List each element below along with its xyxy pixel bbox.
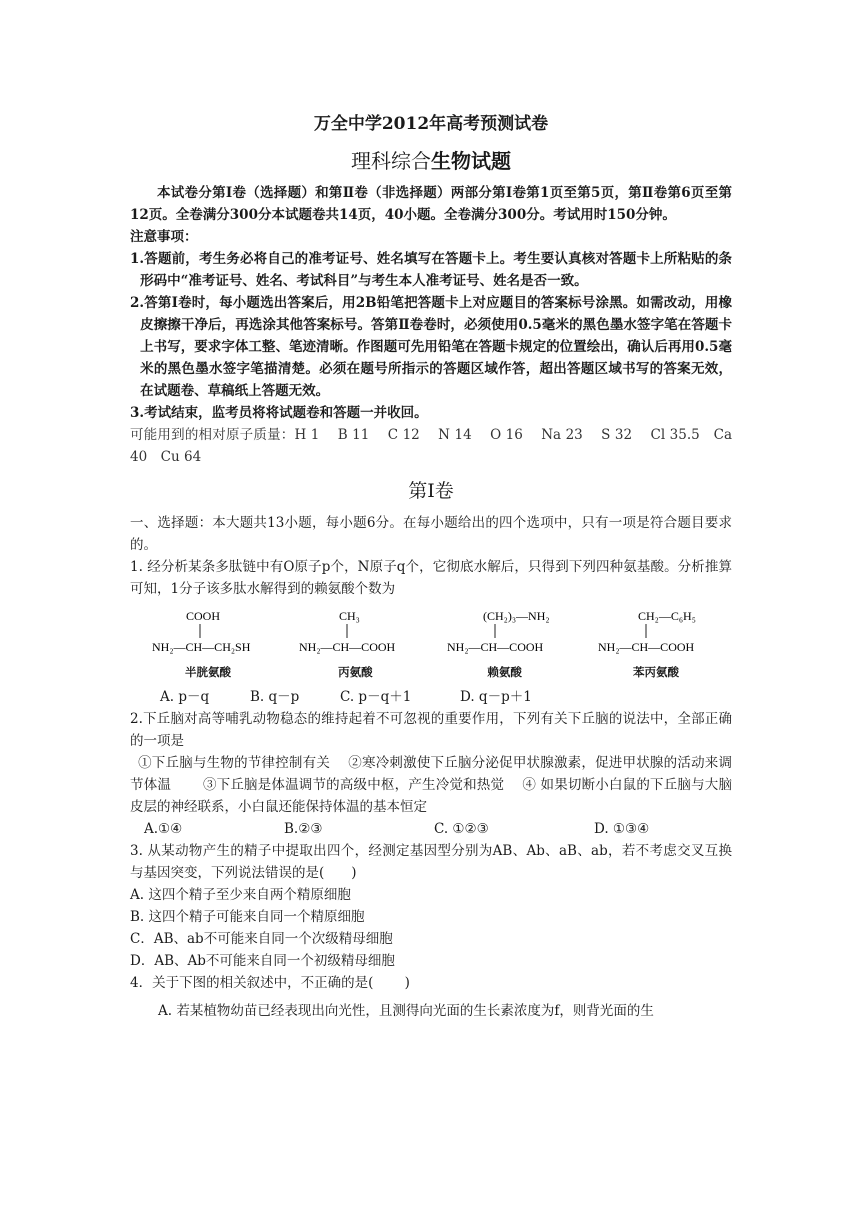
atomic-mass-line: 可能用到的相对原子质量：H 1 B 11 C 12 N 14 O 16 Na 23 S 32 Cl 35.5 Ca 40 Cu 64 [130,427,732,465]
question-2-options [130,818,732,840]
q2-option-a: A.①④ [144,821,183,837]
q3-option-c: C．AB、ab不可能来自同一个次级精母细胞 [130,931,393,947]
amino-acid-cysteine [148,606,268,680]
question-1-stem: 1. 经分析某条多肽链中有O原子p个，N原子q个，它彻底水解后，只得到下列四种氨基酸。分析推算可知，1分子该多肽水解得到的赖氨酸个数为 [130,559,732,597]
notes-heading: 注意事项： [130,229,198,245]
exam-title: 万全中学2012年高考预测试卷 [313,114,549,134]
alanine-chain: NH₂—CH—COOH [299,640,396,654]
alanine-top-group: CH₃ [339,609,361,623]
q2-option-c: C. ①②③ [434,821,489,837]
lysine-chain: NH₂—CH—COOH [446,640,543,654]
question-3-stem: 3. 从某动物产生的精子中提取出四个，经测定基因型分别为AB、Ab、aB、ab，若不考虑交叉互换与基因突变，下列说法错误的是( ) [130,843,732,881]
phenylalanine-name: 苯丙氨酸 [632,665,679,679]
cysteine-chain: NH₂—CH—CH₂SH [152,640,251,654]
q1-option-d: D. q－p＋1 [460,689,532,705]
note-item-2: 2.答第Ⅰ卷时，每小题选出答案后，用2B铅笔把答题卡上对应题目的答案标号涂黑。如需改动，用橡皮擦擦干净后，再选涂其他答案标号。答第Ⅱ卷卷时，必须使用0.5毫米的黑色墨水签字笔在答题卡上书写，要求字体工整、笔迹清晰。作图题可先用铅笔在答题卡规定的位置绘出，确认后再用0.5毫米的黑色墨水签字笔描清楚。必须在题号所指示的答题区域作答，超出答题区域书写的答案无效，在试题卷、草稿纸上答题无效。 [130,295,732,399]
lysine-structure [443,606,567,662]
cysteine-top-group: COOH [186,609,221,623]
section-intro: 一、选择题：本大题共13小题，每小题6分。在每小题给出的四个选项中，只有一项是符合题目要求的。 [130,515,732,553]
question-4-stem: 4．关于下图的相关叙述中，不正确的是( ) [130,975,410,991]
q2-option-d: D. ①③④ [594,821,650,837]
amino-acid-lysine [443,606,567,680]
exam-page [130,112,732,1022]
question-1-options [130,686,732,708]
q1-option-a: A. p－q [160,689,210,705]
question-2-stem: 2.下丘脑对高等哺乳动物稳态的维持起着不可忽视的重要作用，下列有关下丘脑的说法中，全部正确的一项是 [130,711,732,749]
phenylalanine-structure [594,606,718,662]
q1-option-b: B. q－p [250,689,300,705]
alanine-name: 丙氨酸 [338,665,373,679]
subtitle-bold: 生物试题 [431,149,511,173]
q3-option-a: A. 这四个精子至少来自两个精原细胞 [130,887,351,903]
intro-paragraph: 本试卷分第Ⅰ卷（选择题）和第Ⅱ卷（非选择题）两部分第Ⅰ卷第1页至第5页，第Ⅱ卷第6页至第12页。全卷满分300分本试题卷共14页，40小题。全卷满分300分。考试用时150分钟。 [130,185,732,223]
note-item-3: 3.考试结束，监考员将将试题卷和答题一并收回。 [130,405,428,421]
phenylalanine-top-group: CH₂—C₆H₅ [637,609,696,623]
lysine-top-group: (CH₂)₃—NH₂ [482,609,550,623]
lysine-name: 赖氨酸 [487,665,522,679]
phenylalanine-chain: NH₂—CH—COOH [597,640,695,654]
amino-acid-phenylalanine [594,606,718,680]
q1-option-c: C. p－q＋1 [340,689,412,705]
subtitle-plain: 理科综合 [351,149,431,173]
cysteine-name: 半胱氨酸 [185,665,231,679]
section-title: 第Ⅰ卷 [408,480,454,502]
q3-option-b: B. 这四个精子可能来自同一个精原细胞 [130,909,365,925]
q2-option-b: B.②③ [284,821,323,837]
q3-option-d: D．AB、Ab不可能来自同一个初级精母细胞 [130,953,395,969]
q4-option-a: A. 若某植物幼苗已经表现出向光性，且测得向光面的生长素浓度为f，则背光面的生 [158,1003,654,1019]
amino-acid-structures [148,606,718,680]
exam-subtitle [130,146,732,176]
amino-acid-alanine [295,606,415,680]
cysteine-structure [148,606,268,662]
note-item-1: 1.答题前，考生务必将自己的准考证号、姓名填写在答题卡上。考生要认真核对答题卡上所粘贴的条形码中“准考证号、姓名、考试科目”与考生本人准考证号、姓名是否一致。 [130,251,732,289]
alanine-structure [295,606,415,662]
question-2-body: ①下丘脑与生物的节律控制有关 ②寒冷刺激使下丘脑分泌促甲状腺激素，促进甲状腺的活动来调节体温 ③下丘脑是体温调节的高级中枢，产生冷觉和热觉 ④ 如果切断小白鼠的下丘脑与大脑皮层的神经联系，小白鼠还能保持体温的基本恒定 [130,755,732,815]
